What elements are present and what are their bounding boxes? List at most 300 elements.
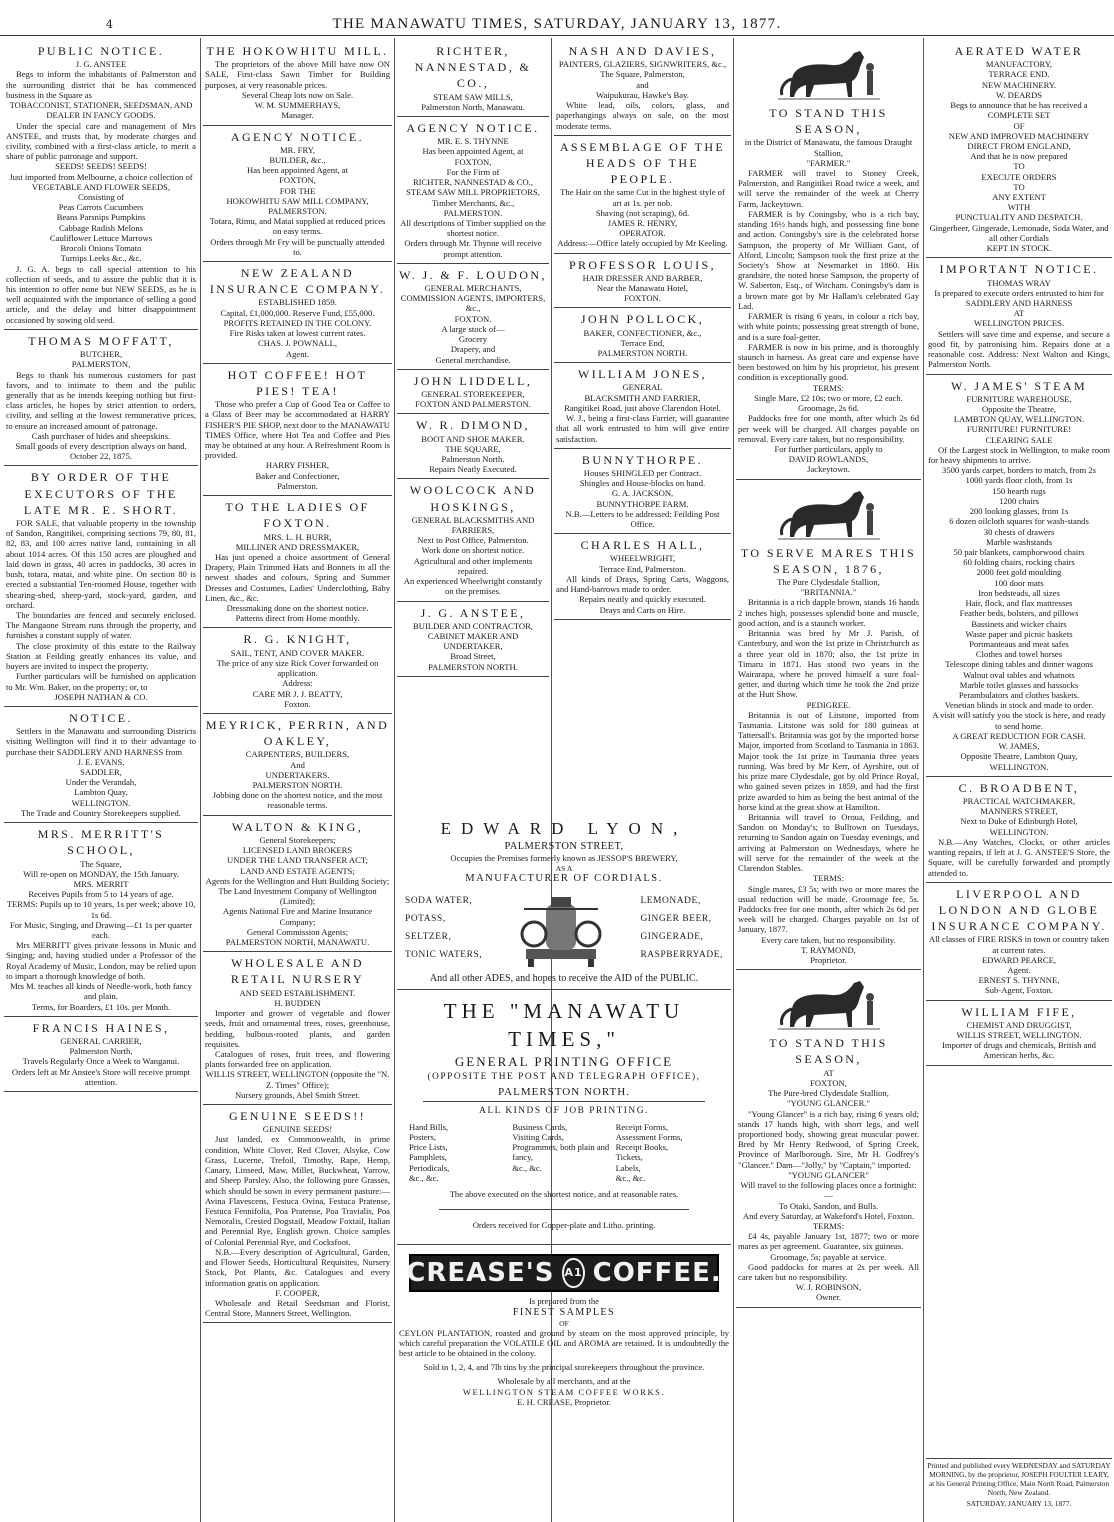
ad-line: Of the Largest stock in Wellington, to make room for heavy shipments to arrive. — [928, 444, 1110, 465]
ad-line: Foxton. — [284, 698, 311, 709]
masthead — [0, 0, 1114, 36]
ad-line: Orders received for Copper-plate and Litho. printing. — [472, 1220, 656, 1231]
ad-line: Orders through Mr. Thynne will receive prompt attention. — [404, 238, 542, 259]
ad-line: GENERAL STOREKEEPER, — [421, 388, 525, 399]
ad-line: WITH — [1007, 202, 1031, 213]
ad-line: PALMERSTON STREET, — [504, 840, 624, 852]
advertisement — [736, 40, 921, 480]
advertisement — [926, 777, 1112, 883]
ad-line: ALL KINDS OF JOB PRINTING. — [479, 1106, 649, 1117]
ad-line: Is prepared from the — [529, 1296, 599, 1307]
ad-line: Timber Merchants, &c., — [431, 197, 515, 208]
ad-line: NEW AND IMPROVED MACHINERY — [948, 130, 1090, 141]
advertisement — [203, 126, 392, 263]
ad-line: Totara, Rimu, and Matai supplied at reduced prices on easy terms. — [209, 216, 386, 237]
ad-line: Cauliflower Lettuce Marrows — [49, 232, 153, 243]
ad-line: Importer and grower of vegetable and flower seeds, fruit and ornamental trees, roses, greenhouse, bedding, bulbous-rooted plants, and garden requisites. — [205, 1008, 390, 1049]
ad-line: Under the special care and management of Mrs ANSTEE, and trusts that, by moderate charges and civility, combined with a first-class article, to merit a share of public patronage and support. — [6, 120, 196, 162]
ad-line: Just landed, ex Commonwealth, in prime condition, White Clover, Red Clover, Alsyke, Cow Grass, Lucerne, Trefoil, Timothy, Rape, Hemp, Canary, Linseed, Maw, Millet, Buckwheat, Yarrow, and Sheep Parsley. Also, the following pure Grasses, which should be sown in every permanent pasture:—Avina Flavescens, Festuca Ovina, Festuca Pratense, Festuca Fennifolia, Poa Pratense, Poa Travialis, Poa Nemoralis, Crested Dogstail, Meadow Foxtail, Italian and Perennial Rye, English grown. Choice samples of Colonial Perennial Rye, and Cocksfoot. — [205, 1134, 390, 1247]
ad-line: Paddocks free for one month, after which 2s 6d per week will be charged. All charges payable on removal. Every care taken, but no responsibility. — [738, 413, 919, 444]
ad-line: NEW MACHINERY. — [981, 79, 1057, 90]
advertisement — [4, 823, 198, 1017]
ad-line: PUNCTUALITY AND DESPATCH. — [955, 212, 1083, 223]
advertisement — [926, 375, 1112, 777]
ad-line: Repairs Neatly Executed. — [429, 464, 517, 475]
advertisement — [397, 117, 549, 264]
list-item: Pamphlets, — [409, 1152, 447, 1163]
ad-line: J. E. EVANS, — [77, 756, 125, 767]
column-rule — [394, 38, 395, 1522]
ad-line: N.B.—Every description of Agricultural, Garden, and Flower Seeds, Horticultural Requisites, Nursery Stock, Pot Plants, &c. Catalogues and every information gratis on application. — [205, 1246, 390, 1288]
ad-heading: PROFESSOR LOUIS, — [568, 257, 717, 272]
ad-heading: WHOLESALE AND RETAIL NURSERY — [230, 956, 365, 987]
ad-line: Has been appointed Agent, at — [247, 165, 348, 176]
advertisement — [203, 628, 392, 714]
ad-line: FOXTON, — [279, 175, 316, 186]
ad-line: A visit will satisfy you the stock is here, and ready to send home. — [932, 710, 1106, 731]
ad-line: Dressmaking done on the shortest notice. — [226, 603, 369, 614]
ad-line: The boundaries are fenced and securely enclosed. The Mangaone Stream runs through the property, and furnishes a constant supply of water. — [6, 610, 196, 641]
ad-line: GENERAL MERCHANTS, — [424, 283, 522, 293]
ad-line: KEPT IN STOCK. — [986, 243, 1052, 254]
ad-heading: BUNNYTHORPE. — [581, 452, 704, 467]
ad-line: BUTCHER, — [79, 349, 123, 360]
ad-line: Broad Street, — [450, 651, 496, 662]
ad-line: Next to Duke of Edinburgh Hotel, — [960, 816, 1078, 827]
ad-line: CARPENTERS, BUILDERS, — [245, 749, 350, 760]
ad-line: Waste paper and picnic baskets — [965, 628, 1073, 639]
ad-line: CABINET MAKER AND UNDERTAKER, — [427, 630, 519, 652]
ad-heading: WALTON & KING, — [231, 819, 364, 834]
ad-line: PEDIGREE. — [806, 699, 851, 710]
ad-line: Clothes and towel horses — [975, 649, 1063, 660]
ad-line: Houses SHINGLED per Contract. — [583, 467, 702, 478]
ad-heading: IMPORTANT NOTICE. — [939, 262, 1099, 277]
advertisement — [554, 534, 731, 620]
ad-line: Rangitikei Road, just above Clarendon Hotel. — [564, 402, 721, 413]
ad-line: TONIC WATERS, — [405, 950, 483, 961]
ad-line: Several Cheap lots now on Sale. — [241, 89, 354, 100]
ad-line: Sold in 1, 2, 4, and 7lb tins by the principal storekeepers throughout the province. — [423, 1362, 705, 1373]
ad-line: Settlers in the Manawatu and surrounding Districts visiting Wellington will find it to their advantage to purchase their SADDLERY AND HARNESS from — [6, 726, 196, 757]
advertisement — [397, 40, 549, 117]
ad-line: PALMERSTON. — [268, 206, 327, 216]
advertisement — [203, 1105, 392, 1323]
list-item: Visiting Cards, — [512, 1131, 564, 1142]
advertisement — [554, 308, 731, 363]
divider — [423, 1101, 705, 1102]
ad-line: TO — [1013, 181, 1025, 192]
ad-line: EXECUTE ORDERS — [981, 171, 1057, 182]
advertisement — [4, 1017, 198, 1092]
ad-line: The proprietors of the above Mill have now ON SALE, First-class Sawn Timber for Building purposes, at very reasonable prices. — [205, 59, 390, 90]
ad-line: 6 dozen oilcloth squares for wash-stands — [949, 516, 1089, 527]
ad-heading: W. R. DIMOND, — [416, 418, 530, 433]
ad-line: COMMISSION AGENTS, IMPORTERS, &c., — [400, 293, 546, 314]
ad-line: and — [636, 79, 649, 90]
ad-heading: TO STAND THIS SEASON, — [769, 1036, 888, 1067]
ad-line: PRACTICAL WATCHMAKER, — [962, 795, 1076, 806]
ad-line: (OPPOSITE THE POST AND TELEGRAPH OFFICE), — [427, 1072, 701, 1083]
ad-line: WELLINGTON. — [989, 826, 1049, 837]
ad-line: Portmanteaus and meat safes — [969, 638, 1069, 649]
ad-line: SODA WATER, — [405, 896, 473, 907]
ad-line: AND SEED ESTABLISHMENT. — [239, 987, 356, 998]
imprint-date: SATURDAY, JANUARY 13, 1877. — [966, 1499, 1072, 1509]
ad-heading: GENUINE SEEDS!! — [229, 1109, 366, 1124]
ad-line: MANUFACTORY, — [985, 59, 1053, 70]
ad-line: Repairs neatly and quickly executed. — [579, 594, 706, 605]
ad-heading: JOHN LIDDELL, — [413, 373, 533, 388]
advertisement — [203, 816, 392, 953]
ad-line: FARMER is rising 6 years, in colour a rich bay, with white points; possessing great strength of bone, and is a sure foal-getter. — [738, 311, 919, 342]
ad-line: Venetian blinds in stock and made to order. — [944, 700, 1094, 711]
ad-line: Palmerston North. — [441, 454, 505, 464]
ad-heading: THE "MANAWATU TIMES," — [443, 999, 685, 1052]
list-item: Assessment Forms, — [615, 1131, 683, 1142]
advertisement — [397, 414, 549, 479]
ad-line: HOKOWHITU SAW MILL COMPANY, — [226, 195, 369, 206]
ad-line: The Square, — [80, 858, 122, 869]
ad-line: PALMERSTON. — [443, 207, 503, 218]
stallion-engraving — [774, 975, 884, 1033]
ad-line: WILLIS STREET, WELLINGTON (opposite the "N. Z. Times" Office); — [205, 1069, 390, 1090]
column-rule — [923, 38, 924, 1522]
advertisement — [926, 883, 1112, 1001]
list-item: Tickets, — [615, 1152, 643, 1163]
ad-line: All kinds of Drays, Spring Carts, Waggons, and Hand-barrows made to order. — [556, 573, 729, 595]
imprint — [926, 1458, 1112, 1518]
ad-line: Terrace End, Palmerston. — [599, 563, 686, 574]
ad-line: FOXTON. — [624, 293, 661, 304]
ad-line: Mrs MERRITT gives private lessons in Music and Singing; and, having studied under a Professor of the Royal Academy of Music, London, may be relied upon to impart a thorough knowledge of both. — [6, 940, 196, 981]
ad-line: Grocery — [458, 334, 488, 345]
ad-line: Jackeytown. — [807, 464, 850, 475]
ad-line: DIRECT FROM ENGLAND, — [967, 140, 1071, 151]
ad-line: MR. E. S. THYNNE — [437, 136, 509, 147]
ad-line: Single Mare, £2 10s; two or more, £2 each. Groomage, 2s 6d. — [754, 392, 903, 414]
advertisement — [203, 496, 392, 628]
ad-heading: R. G. KNIGHT, — [243, 632, 352, 647]
ad-line: ANY EXTENT — [992, 192, 1046, 203]
advertisement — [4, 330, 198, 467]
ad-line: Begs to announce that he has received a — [950, 100, 1088, 111]
ad-line: OF — [559, 1318, 569, 1328]
list-item: Programmes, both plain and fancy, — [512, 1142, 610, 1163]
list-item: Hand Bills, — [409, 1121, 449, 1132]
ad-line: Small goods of every description always on hand. — [15, 441, 187, 452]
ad-line: FARMER is now in his prime, and is thoroughly staunch in harness. As great care and expense have been bestowed on him by his proprietor, his present condition is exceptionally good. — [738, 341, 919, 383]
ad-line: W. M. SUMMERHAYS, — [254, 100, 341, 111]
ad-line: TO — [1013, 161, 1025, 172]
ad-line: Has been appointed Agent, at — [422, 146, 524, 157]
ad-line: Cabbage Radish Melons — [58, 222, 144, 233]
ad-line: General merchandise. — [435, 354, 511, 365]
ad-line: The Trade and Country Storekeepers supplied. — [21, 807, 181, 818]
advertisement — [4, 466, 198, 707]
ad-line: 2000 feet gold moulding — [976, 567, 1062, 578]
ad-line: Mrs M. teaches all kinds of Needle-work, both fancy and plain. — [10, 981, 192, 1002]
cordials-right — [640, 893, 723, 964]
ad-line: MRS. MERRIT — [73, 878, 129, 889]
wide-ads-area — [397, 815, 731, 1520]
ad-line: Feather beds, bolsters, and pillows — [959, 608, 1079, 619]
ad-line: in the District of Manawatu, the famous Draught Stallion, — [744, 137, 913, 158]
ad-line: Further particulars will be furnished on application to Mr. Wm. Baker, on the property; or, to — [6, 671, 196, 692]
ad-heading: THOMAS MOFFATT, — [28, 333, 174, 348]
ad-line: RASPBERRYADE, — [640, 950, 723, 961]
ad-heading: C. BROADBENT, — [958, 780, 1080, 795]
ad-line: T. RAYMOND, — [801, 944, 856, 955]
ad-line: £4 4s, payable January 1st, 1877; two or more mares as per agreement. Guarantee, six guineas. — [738, 1231, 919, 1252]
ad-line: BOOT AND SHOE MAKER. — [421, 433, 525, 444]
ad-line: J. G. A. begs to call special attention to his collection of seeds, and to assure the public that it is his intention to offer none but NEW SEEDS, as he is well acquainted with the importance of selling a good article, and the delay and bitter disappointment occasioned by sowing old seed. — [6, 263, 196, 325]
ad-line: OPERATOR. — [619, 228, 666, 239]
ad-heading: NEW ZEALAND INSURANCE COMPANY. — [209, 266, 386, 297]
list-item: &c., &c. — [512, 1162, 542, 1173]
ad-line: THOMAS WRAY — [987, 277, 1051, 288]
ad-line: JOSEPH NATHAN & CO. — [54, 691, 148, 702]
list-item: Receipt Books, — [615, 1142, 669, 1153]
ad-heading: JOHN POLLOCK, — [580, 312, 705, 327]
ad-line: Orders left at Mr Anstee's Store will receive prompt attention. — [11, 1066, 191, 1087]
ad-line: A large stock of— — [441, 323, 505, 334]
ad-line: EDWARD PEARCE, — [981, 954, 1056, 965]
ad-line: FARMER is by Coningsby, who is a rich bay, standing 16½ hands high, and possessing fine bone and action. Coningsby's sire is the celebrated horse Sampson, the property of Mr William Gant, of Alford, Lincoln; Sampson took the first prize at the Society's Show at Newmarket in 1860. His grandsire, the noted horse Sampson, the property of W. Saberton, Esq., of Witcham. Coningsby's dam is a brown mare got by Mr Hallam's celebrated Gay Lad. — [738, 208, 919, 311]
ad-line: Terms, for Boarders, £1 10s. per Month. — [31, 1001, 171, 1012]
ad-line: FOXTON AND PALMERSTON. — [415, 399, 531, 410]
ad-line: Agents for the Wellington and Hutt Building Society; — [205, 875, 390, 886]
ad-heading: AGENCY NOTICE. — [230, 129, 365, 144]
ad-line: CARE MR J. J. BEATTY, — [252, 688, 343, 699]
ad-line: General Commission Agents; — [246, 926, 349, 937]
ad-line: And — [290, 759, 305, 770]
newspaper-title: THE MANAWATU TIMES, SATURDAY, JANUARY 13, 1877. — [332, 16, 782, 32]
ad-line: MANNERS STREET, — [980, 806, 1058, 817]
ad-line: PALMERSTON NORTH, MANAWATU. — [225, 937, 370, 948]
ad-line: "YOUNG GLANCER" — [788, 1169, 869, 1180]
ad-line: Gingerbeer, Gingerade, Lemonade, Soda Water, and all other Cordials — [929, 222, 1109, 243]
ad-line: GENERAL PRINTING OFFICE — [454, 1053, 674, 1069]
ad-line: All descriptions of Timber supplied on the shortest notice. — [400, 217, 546, 239]
ad-line: October 22, 1875. — [69, 451, 133, 462]
ad-line: Brocoli Onions Tomato — [60, 243, 142, 254]
ad-line: "Young Glancer" is a rich bay, rising 6 years old; stands 17 hands high, with short legs, and well proportioned body, showing great muscular power. Bred by Mr Henry Redwood, of Spring Creek, Province of Marlborough. Sire, Mr H. Godfrey's "Glancer." Dam—"Jolly," by "Captain," imported. — [738, 1108, 919, 1170]
ad-line: 60 folding chairs, rocking chairs — [963, 557, 1075, 568]
ad-line: Agents National Fire and Marine Insurance Company; — [222, 906, 373, 927]
ad-line: TERMS: — [812, 1220, 845, 1231]
ad-line: SELTZER, — [405, 932, 452, 943]
ad-line: 1000 yards floor cloth, from 1s — [965, 475, 1073, 486]
ad-line: 100 door mats — [994, 577, 1044, 588]
ad-line: J. G. ANSTEE — [75, 59, 127, 70]
ad-line: Drays and Carts on Hire. — [599, 604, 686, 615]
ad-line: STEAM SAW MILLS, — [433, 91, 513, 102]
ad-line: LAND AND ESTATE AGENTS; — [240, 865, 355, 876]
ad-line: The Hair on the same Cut in the highest style of art at 1s. per nob. — [560, 187, 725, 208]
ad-line: Importer of drugs and chemicals, British and American herbs, &c. — [942, 1040, 1096, 1061]
edward-lyon-ad — [397, 815, 731, 990]
ad-line: Palmerston. — [277, 480, 318, 491]
ad-line: For the Firm of — [446, 166, 500, 177]
ad-line: Settlers will save time and expense, and secure a good fit, by patronising him. Repairs done at a reasonable cost. Address: Next Walton and Kings, Palmerston North. — [928, 328, 1110, 370]
ad-line: The Land Investment Company of Wellington (Limited); — [218, 885, 377, 907]
column-rule — [733, 38, 734, 1522]
ad-line: Beans Parsnips Pumpkins — [56, 212, 146, 223]
ad-line: Telescope dining tables and dinner wagons — [945, 659, 1093, 670]
ad-heading: HOT COFFEE! HOT PIES! TEA! — [227, 367, 368, 398]
ad-line: WELLINGTON STEAM COFFEE WORKS. — [462, 1386, 666, 1397]
ad-heading: WILLIAM FIFE, — [961, 1004, 1077, 1019]
job-printing-list — [399, 1122, 729, 1183]
ad-heading: THE HOKOWHITU MILL. — [206, 44, 389, 58]
imprint-text: Printed and published every WEDNESDAY and SATURDAY MORNING, by the proprietor, JOSEPH FOULTER LEARY, at his General Printing Office, Main North Road, Palmerston North, New Zealand. — [927, 1461, 1111, 1498]
ad-line: GINGER BEER, — [640, 914, 712, 925]
ad-line: PROFITS RETAINED IN THE COLONY. — [223, 317, 372, 328]
machinery-engraving — [516, 889, 606, 969]
ad-line: G. A. JACKSON, — [611, 488, 674, 499]
ad-line: An experienced Wheelwright constantly on the premises. — [403, 576, 543, 597]
ad-line: "FARMER." — [806, 157, 851, 168]
advertisement — [554, 40, 731, 136]
ad-line: 3500 yards carpet, borders to match, from 2s — [942, 465, 1096, 476]
ad-line: MILLINER AND DRESSMAKER, — [235, 541, 360, 552]
ad-heading: NOTICE. — [69, 710, 133, 725]
ad-line: Opposite the Theatre, — [981, 403, 1057, 414]
ad-line: BUNNYTHORPE FARM. — [596, 498, 689, 509]
ad-line: CHEMIST AND DRUGGIST, — [966, 1019, 1072, 1030]
ad-line: And all other ADES, and hopes to receive the AID of the PUBLIC. — [429, 973, 699, 985]
ad-line: FOR SALE, that valuable property in the township of Sandon, Rangitikei, comprising sections 79, 80, 81, 82, 83, and 100 acres native land, containing in all about 1014 acres. Of this 150 acres are ploughed and laid down in grass, 40 acres in paddocks, 30 acres in bush, totara, matai, and white pine. On section 80 is erected a substantial Ten-roomed House, together with shearing-shed, sheep-yard, stock-yard, garden, and orchard. — [6, 518, 196, 610]
ad-line: And that he is now prepared — [970, 151, 1068, 162]
ad-line: Address:—Office lately occupied by Mr Keeling. — [557, 238, 728, 249]
cordials-left — [405, 893, 482, 964]
ad-line: Owner. — [815, 1292, 842, 1303]
ad-line: Address: — [282, 678, 313, 689]
column-3 — [397, 40, 549, 812]
ad-line: JAMES R. HENRY, — [607, 217, 678, 228]
advertisement — [397, 370, 549, 415]
ad-heading: FRANCIS HAINES, — [32, 1020, 170, 1035]
ad-line: W. JAMES, — [998, 741, 1040, 752]
ad-line: Single mares, £3 5s; with two or more mares the usual reduction will be made. Groomage fee, 5s. Paddocks free for one month, after which 2s 6d per week will be charged. Charges payable on 1st of January, 1877. — [738, 883, 919, 935]
column-4 — [554, 40, 731, 812]
ad-line: MR. FRY, — [280, 144, 315, 155]
ad-line: Receives Pupils from 5 to 14 years of age. — [28, 889, 174, 900]
ad-line: Palmerston North, Manawatu. — [421, 101, 525, 112]
ad-line: SADDLER, — [80, 767, 122, 778]
ad-line: FOXTON, — [454, 156, 492, 167]
ad-line: FURNITURE! FURNITURE! — [966, 424, 1072, 435]
ad-line: GINGERADE, — [640, 932, 704, 943]
page-number: 4 — [106, 18, 113, 31]
ad-line: Near the Manawatu Hotel, — [596, 283, 689, 293]
ad-line: Britannia was bred by Mr J. Parish, of Canterbury, and won the 1st prize in Christchurch as a three year old in 1870; also, the 1st prize in Timaru in 1871. Has stood two years in the Wairarapa, where he proved himself a sure foal-getter, and during which time he took the 2nd prize at the Hutt Show. — [738, 628, 919, 700]
ad-line: Walnut oval tables and whatnots — [963, 669, 1075, 680]
ad-line: FOXTON. — [454, 313, 492, 324]
ad-line: Sub-Agent, Foxton. — [984, 985, 1054, 996]
column-1 — [4, 40, 198, 1520]
ad-line: Is prepared to execute orders entrusted to him for — [934, 287, 1104, 298]
ad-line: Proprietor. — [810, 955, 847, 966]
ad-line: Turnips Leeks &c., &c. — [60, 253, 142, 264]
ad-line: RICHTER, NANNESTAD & CO., — [412, 177, 534, 188]
ad-line: AS A — [555, 863, 573, 873]
ad-line: OF — [1013, 120, 1025, 131]
logo-text: CREASE'S — [406, 1257, 555, 1288]
ad-line: Baker and Confectioner, — [255, 470, 340, 481]
ad-line: CEYLON PLANTATION, roasted and ground by steam on the most approved principle, by which careful preparation the VOLATILE OIL and AROMA are retained. It is undoubtedly the best article to be obtained in the colony. — [399, 1327, 729, 1358]
ad-line: To Otaki, Sandon, and Bulls. — [778, 1200, 879, 1211]
ad-line: Terrace End, — [620, 337, 665, 348]
ad-line: 1200 chairs — [999, 495, 1039, 506]
ad-line: Opposite Theatre, Lambton Quay, — [960, 751, 1078, 762]
ad-line: E. H. CREASE, Proprietor. — [517, 1396, 611, 1407]
ad-line: Peas Carrots Cucumbers — [58, 202, 144, 213]
ad-heading: W. J. & F. LOUDON, — [399, 267, 547, 282]
list-item: Labels, — [615, 1162, 641, 1173]
ad-line: 30 chests of drawers — [983, 526, 1055, 537]
ad-line: Wholesale by all merchants, and at the — [497, 1376, 631, 1387]
printing-office-ad — [397, 990, 731, 1245]
ad-line: The Square, Palmerston, — [600, 69, 685, 80]
column-6 — [926, 40, 1112, 1456]
ad-heading: ASSEMBLAGE OF THE HEADS OF THE PEOPLE. — [559, 139, 726, 187]
ad-line: TERMS: — [812, 382, 845, 393]
ad-line: ESTABLISHED 1859. — [258, 297, 337, 308]
ad-line: HAIR DRESSER AND BARBER, — [582, 272, 703, 283]
ad-line: BLACKSMITH AND FARRIER, — [584, 392, 701, 403]
advertisement — [203, 40, 392, 126]
ad-line: W. J., being a first-class Farrier, will guarantee that all work entrusted to him will give entire satisfaction. — [556, 413, 729, 444]
ad-line: FINEST SAMPLES — [512, 1306, 616, 1318]
ad-line: White lead, oils, colors, glass, and paperhangings always on sale, on the most moderate terms. — [556, 100, 729, 131]
list-item: Price Lists, — [409, 1142, 448, 1153]
column-rule — [200, 38, 201, 1522]
ad-line: Agent. — [1007, 964, 1031, 975]
ad-line: SADDLERY AND HARNESS — [965, 297, 1073, 308]
list-item: Posters, — [409, 1131, 436, 1142]
ad-heading: MRS. MERRITT'S SCHOOL, — [37, 827, 165, 858]
ad-line: TOBACCONIST, STATIONER, SEEDSMAN, AND DEALER IN FANCY GOODS. — [9, 100, 193, 121]
ad-line: Groomage, 5s; payable at service. — [770, 1251, 887, 1262]
list-item: Periodicals, — [409, 1162, 450, 1173]
ad-line: BUILDER AND CONTRACTOR, — [413, 620, 533, 631]
ad-line: WHEELWRIGHT, — [609, 553, 676, 564]
ad-line: Marble washstands — [985, 536, 1053, 547]
ad-line: SEEDS! SEEDS! SEEDS! — [55, 161, 147, 172]
ad-heading: WOOLCOCK AND HOSKINGS, — [409, 483, 537, 514]
ad-line: Fire Risks taken at lowest current rates. — [229, 328, 366, 339]
ad-line: Palmerston North, — [69, 1046, 133, 1057]
ad-line: Work done on shortest notice. — [421, 545, 525, 556]
ad-line: POTASS, — [405, 914, 446, 925]
ad-line: General Storekeepers; — [259, 834, 336, 845]
ad-line: FARMER will travel to Stoney Creek, Palmerston, and Rangitikei Road twice a week, and will serve the remainder of the week at Cherry Farm, Jackeytown. — [738, 168, 919, 209]
ad-line: Britannia will travel to Oroua, Feilding, and Sandon on Monday's; to Bulltown on Tuesdays, returning to Sandon again on Tuesday evenings, and arriving at Palmerston on Wednesdays, where he will serve for the remainder of the week at the Clarendon Stables. — [738, 812, 919, 874]
ad-heading: MEYRICK, PERRIN, AND OAKLEY, — [205, 717, 390, 749]
ad-line: Occupies the Premises formerly known as JESSOP'S BREWERY, — [450, 853, 678, 864]
advertisement — [397, 264, 549, 370]
ad-line: Jobbing done on the shortest notice, and the most reasonable terms. — [212, 790, 383, 811]
ad-line: W. J. ROBINSON, — [795, 1282, 862, 1293]
ad-line: Agricultural and other implements repaired. — [413, 555, 533, 576]
ad-line: CLEARING SALE — [985, 434, 1053, 445]
advertisement — [397, 602, 549, 677]
advertisement — [554, 363, 731, 449]
crease-coffee-ad — [397, 1245, 731, 1411]
advertisement — [203, 364, 392, 496]
